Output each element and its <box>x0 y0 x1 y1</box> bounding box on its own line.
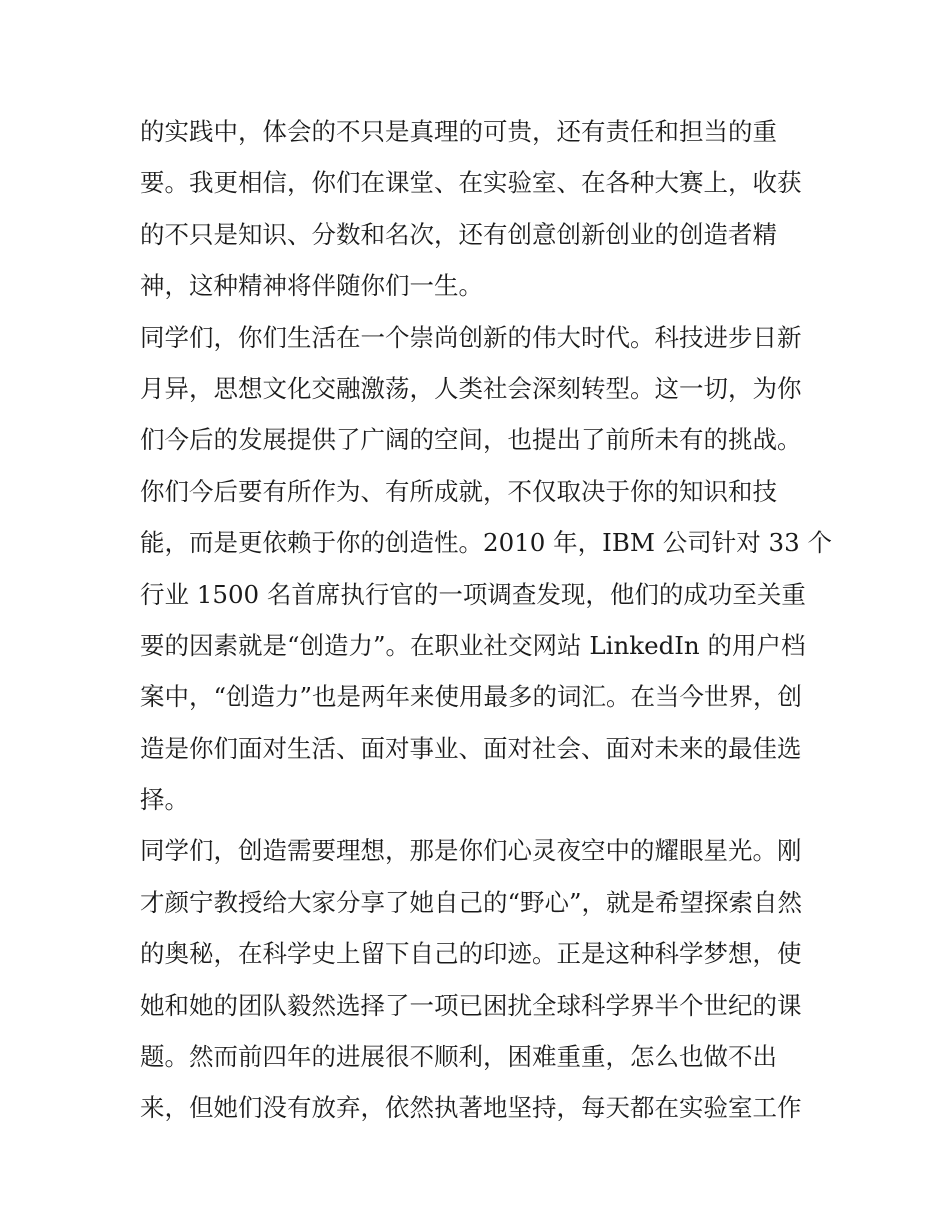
text-line: 题。然而前四年的进展很不顺利，困难重重，怎么也做不出 <box>140 1042 777 1072</box>
document-body-text <box>140 106 832 1134</box>
text-line: 择。 <box>140 785 189 815</box>
text-line: 同学们，创造需要理想，那是你们心灵夜空中的耀眼星光。刚 <box>140 836 802 866</box>
text-line: 案中，“创造力”也是两年来使用最多的词汇。在当今世界，创 <box>140 682 803 712</box>
text-line: 同学们，你们生活在一个崇尚创新的伟大时代。科技进步日新 <box>140 322 802 352</box>
text-line: 的实践中，体会的不只是真理的可贵，还有责任和担当的重 <box>140 117 777 146</box>
text-line: 才颜宁教授给大家分享了她自己的“野心”，就是希望探索自然 <box>140 887 803 917</box>
text-line: 神，这种精神将伴随你们一生。 <box>140 271 483 301</box>
text-line: 造是你们面对生活、面对事业、面对社会、面对未来的最佳选 <box>140 733 802 763</box>
text-line: 要。我更相信，你们在课堂、在实验室、在各种大赛上，收获 <box>140 168 802 198</box>
text-line: 们今后的发展提供了广阔的空间，也提出了前所未有的挑战。 <box>140 425 802 455</box>
text-line: 的奥秘，在科学史上留下自己的印迹。正是这种科学梦想，使 <box>140 939 802 969</box>
text-line: 行业 1500 名首席执行官的一项调查发现，他们的成功至关重 <box>140 579 806 609</box>
text-line: 月异，思想文化交融激荡，人类社会深刻转型。这一切，为你 <box>140 373 802 403</box>
text-line: 来，但她们没有放弃，依然执著地坚持，每天都在实验室工作 <box>140 1093 802 1123</box>
text-line: 她和她的团队毅然选择了一项已困扰全球科学界半个世纪的课 <box>140 990 802 1020</box>
text-line: 要的因素就是“创造力”。在职业社交网站 LinkedIn 的用户档 <box>140 630 806 660</box>
text-line: 的不只是知识、分数和名次，还有创意创新创业的创造者精 <box>140 219 777 249</box>
text-line: 你们今后要有所作为、有所成就，不仅取决于你的知识和技 <box>140 476 777 506</box>
text-line: 能，而是更依赖于你的创造性。2010 年，IBM 公司针对 33 个 <box>140 528 832 558</box>
